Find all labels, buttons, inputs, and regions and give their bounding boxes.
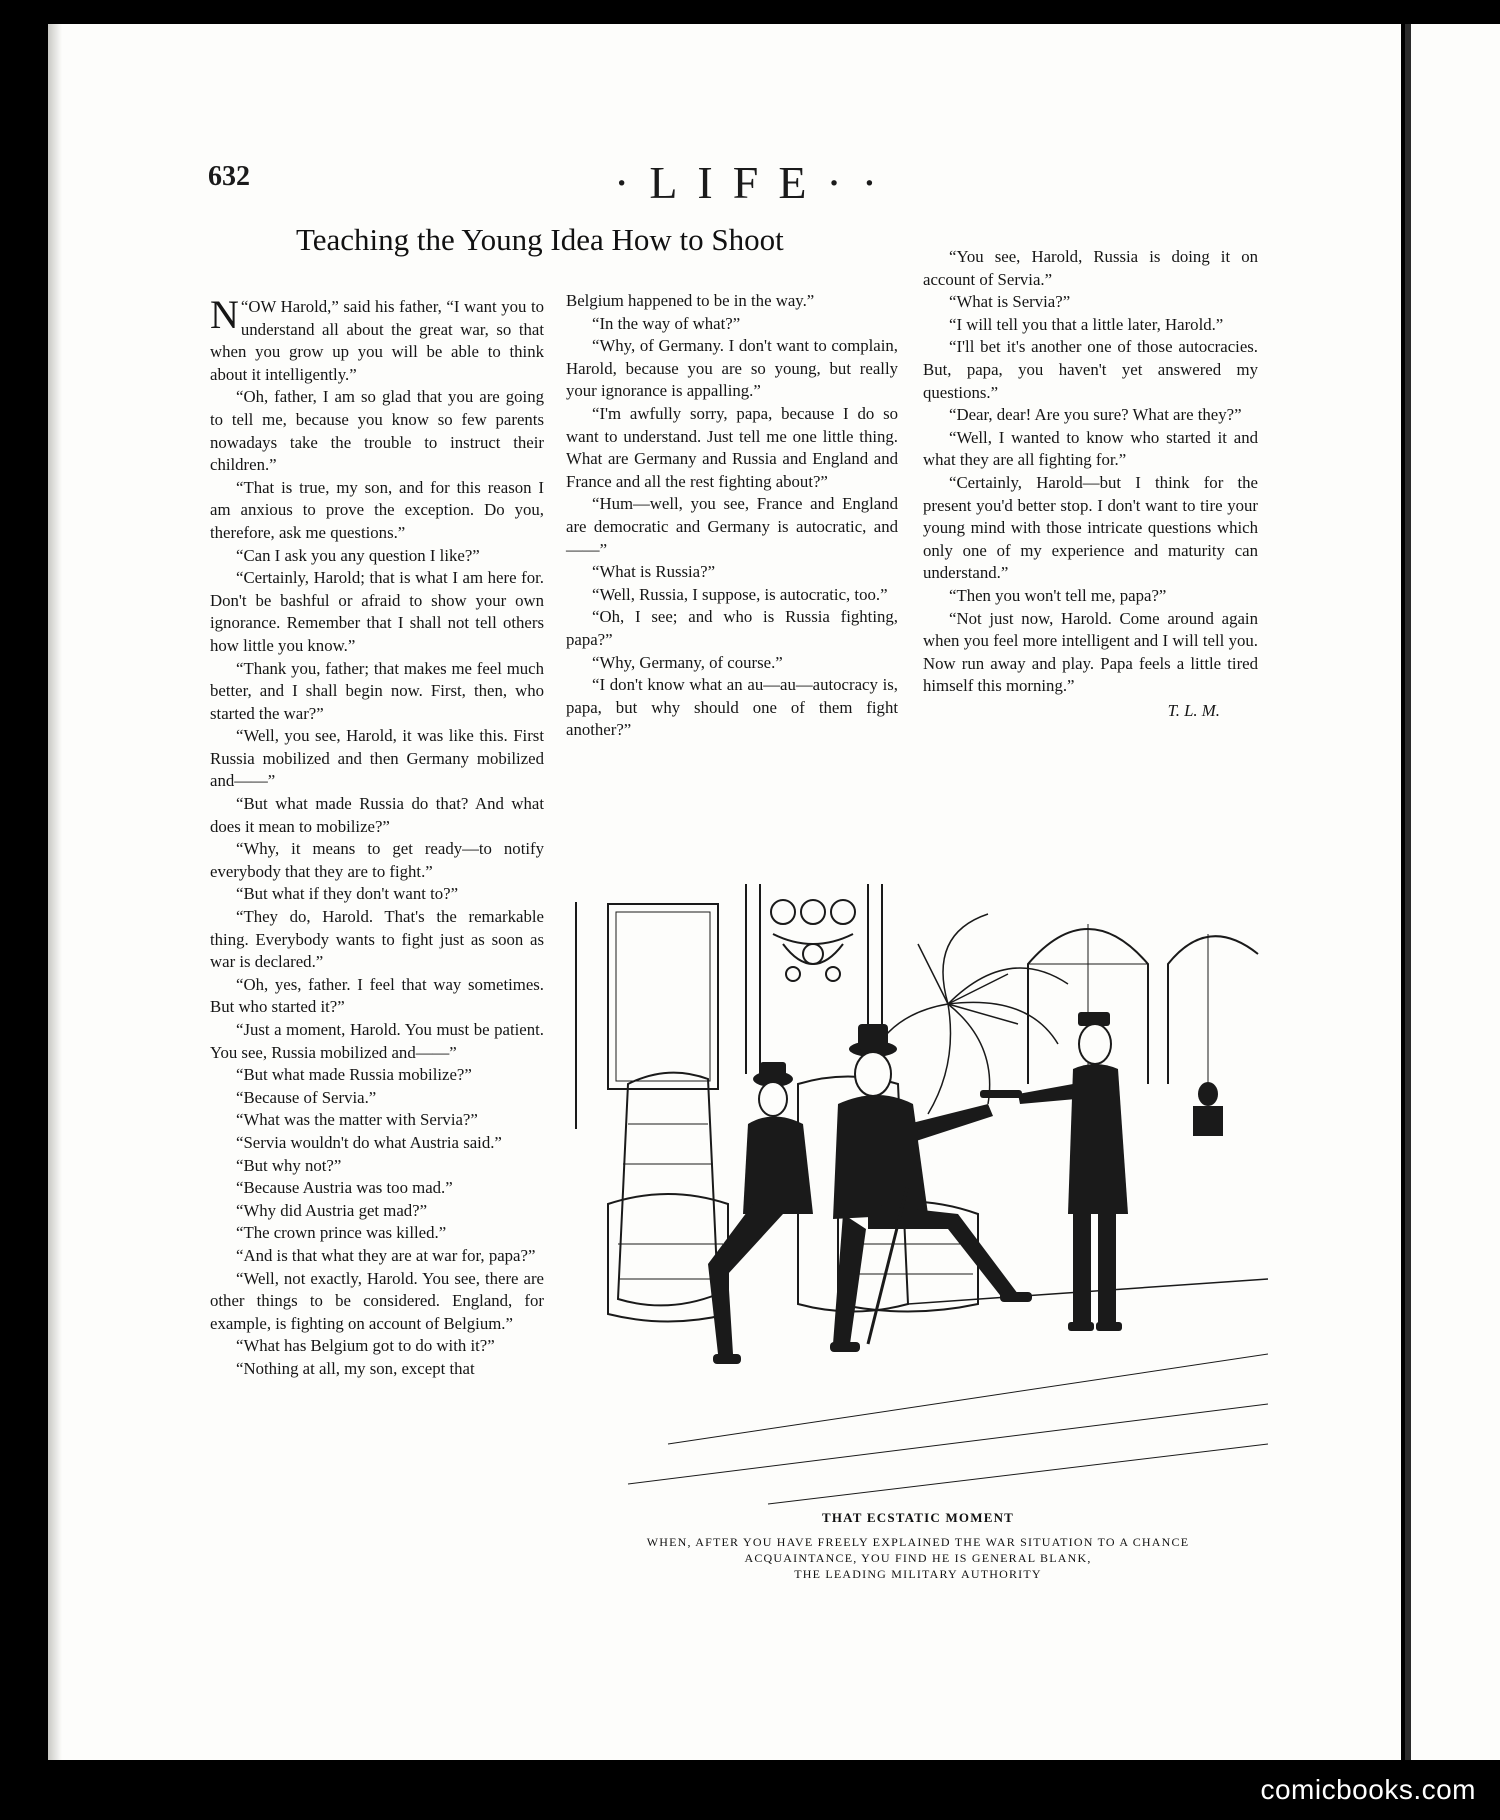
floor-hatching: [628, 1354, 1268, 1504]
masthead-life: ·LIFE··: [614, 157, 898, 208]
drop-cap: N: [210, 292, 239, 337]
paragraph: “And is that what they are at war for, papa?”: [236, 1245, 536, 1265]
paragraph: “Well, not exactly, Harold. You see, there are other things to be considered. England, for example, is fighting on account of Belgium.”: [210, 1268, 544, 1333]
wall-picture-inner: [616, 912, 710, 1081]
adjacent-page-edge: [1405, 24, 1500, 1760]
paragraph: “But what if they don't want to?”: [236, 884, 459, 904]
paragraph: “You see, Harold, Russia is doing it on account of Servia.”: [923, 247, 1258, 289]
paragraph: “But what made Russia mobilize?”: [236, 1065, 472, 1085]
paragraph: “Then you won't tell me, papa?”: [949, 585, 1167, 605]
paragraph: “Not just now, Harold. Come around again when you feel more intelligent and I will tell you. Now run away and play. Papa feels a little tired himself this morning.”: [923, 608, 1258, 696]
paragraph: “Because Austria was too mad.”: [236, 1178, 453, 1198]
paragraph: “Why, of Germany. I don't want to complain, Harold, because you are so young, but really your ignorance is appalling.”: [566, 336, 898, 401]
paragraph: “What was the matter with Servia?”: [236, 1110, 478, 1130]
paragraph: “Oh, yes, father. I feel that way sometimes. But who started it?”: [210, 974, 544, 1017]
paragraph: “But why not?”: [236, 1155, 342, 1175]
text-column-2: [566, 290, 898, 742]
wicker-chair-left: [608, 1073, 728, 1322]
page-gutter: [1405, 24, 1411, 1760]
paragraph: “Dear, dear! Are you sure? What are they?”: [949, 405, 1242, 425]
paragraph: “Why, Germany, of course.”: [592, 652, 783, 672]
background-figure: [1193, 1082, 1223, 1136]
text-column-3: [923, 246, 1258, 722]
illustration: [568, 884, 1268, 1514]
paragraph: “I will tell you that a little later, Harold.”: [949, 314, 1224, 334]
paragraph: “Why did Austria get mad?”: [236, 1200, 428, 1220]
paragraph: Belgium happened to be in the way.”: [566, 291, 815, 310]
article-title: Teaching the Young Idea How to Shoot: [296, 222, 784, 257]
paragraph: “Hum—well, you see, France and England are democratic and Germany is autocratic, and——”: [566, 494, 898, 559]
caption-line: WHEN, AFTER YOU HAVE FREELY EXPLAINED THE WAR SITUATION TO A CHANCE: [646, 1535, 1190, 1549]
text-column-1: [210, 292, 544, 1381]
paragraph: “Oh, I see; and who is Russia fighting, papa?”: [566, 607, 898, 649]
paragraph: “In the way of what?”: [592, 313, 741, 333]
paragraph: “What has Belgium got to do with it?”: [236, 1336, 495, 1356]
paragraph: “ N OW Harold,” said his father, “I want you to understand all about the great war, so that when you grow up you will be able to think about it intelligently.”: [210, 292, 544, 384]
paragraph: “Servia wouldn't do what Austria said.”: [236, 1132, 502, 1152]
wall-picture-frame: [608, 904, 718, 1089]
paragraph: “Certainly, Harold; that is what I am here for. Don't be bashful or afraid to show your own ignorance. Remember that I shall not tell others how little you know.”: [210, 568, 544, 655]
paragraph: “Why, it means to get ready—to notify everybody that they are to fight.”: [210, 839, 544, 881]
paragraph: “Can I ask you any question I like?”: [236, 545, 480, 565]
caption-line: ACQUAINTANCE, YOU FIND HE IS GENERAL BLANK,: [744, 1551, 1092, 1565]
paragraph: “Because of Servia.”: [236, 1087, 377, 1107]
paragraph: “Oh, father, I am so glad that you are going to tell me, because you know so few parents nowadays take the trouble to instruct their children.”: [210, 387, 544, 475]
arched-window: [1028, 924, 1258, 1084]
author-signature: T. L. M.: [1167, 700, 1220, 720]
magazine-page: [48, 24, 1401, 1760]
paragraph: “Well, you see, Harold, it was like this. First Russia mobilized and then Germany mobilized and——”: [210, 726, 544, 791]
paragraph: “Nothing at all, my son, except that: [236, 1358, 475, 1378]
paragraph: “They do, Harold. That's the remarkable thing. Everybody wants to fight just as soon as war is declared.”: [210, 907, 544, 972]
paragraph: “I'm awfully sorry, papa, because I do so want to understand. Just tell me one little thing. What are Germany and Russia and England and France and all the rest fighting about?”: [566, 403, 898, 491]
paragraph: “What is Russia?”: [592, 562, 716, 582]
paragraph: “Certainly, Harold—but I think for the present you'd better stop. I don't want to tire your young mind with those intricate questions which only one of my experience and maturity can understand.”: [923, 472, 1258, 583]
paragraph-rest: OW Harold,” said his father, “I want you to understand all about the great war, so that when you grow up you will be able to think about it intelligently.”: [210, 297, 544, 384]
paragraph: “What is Servia?”: [949, 292, 1071, 312]
paragraph: “But what made Russia do that? And what does it mean to mobilize?”: [210, 794, 544, 836]
paragraph: “That is true, my son, and for this reason I am anxious to prove the exception. Do you, therefore, ask me questions.”: [210, 477, 544, 542]
page-number: 632: [208, 161, 250, 192]
caption-line: THE LEADING MILITARY AUTHORITY: [794, 1567, 1042, 1581]
caption-text: [568, 1534, 1268, 1582]
paragraph: “I don't know what an au—au—autocracy is, papa, but why should one of them fight another?”: [566, 675, 898, 740]
paragraph: “I'll bet it's another one of those autocracies. But, papa, you haven't yet answered my questions.”: [923, 337, 1258, 402]
paragraph: “Well, I wanted to know who started it and what they are all fighting for.”: [923, 427, 1258, 470]
paragraph: “The crown prince was killed.”: [236, 1223, 447, 1243]
telegram-envelope: [980, 1090, 1022, 1098]
watermark: comicbooks.com: [1260, 1774, 1476, 1805]
figures: [708, 1012, 1223, 1364]
paragraph: “Just a moment, Harold. You must be patient. You see, Russia mobilized and——”: [210, 1020, 544, 1062]
chandelier: [771, 900, 855, 981]
page-shadow: [48, 24, 62, 1760]
paragraph: “Thank you, father; that makes me feel much better, and I shall begin now. First, then, who started the war?”: [210, 658, 544, 723]
caption-title: THAT ECSTATIC MOMENT: [821, 1510, 1015, 1525]
paragraph: “Well, Russia, I suppose, is autocratic, too.”: [592, 584, 888, 604]
